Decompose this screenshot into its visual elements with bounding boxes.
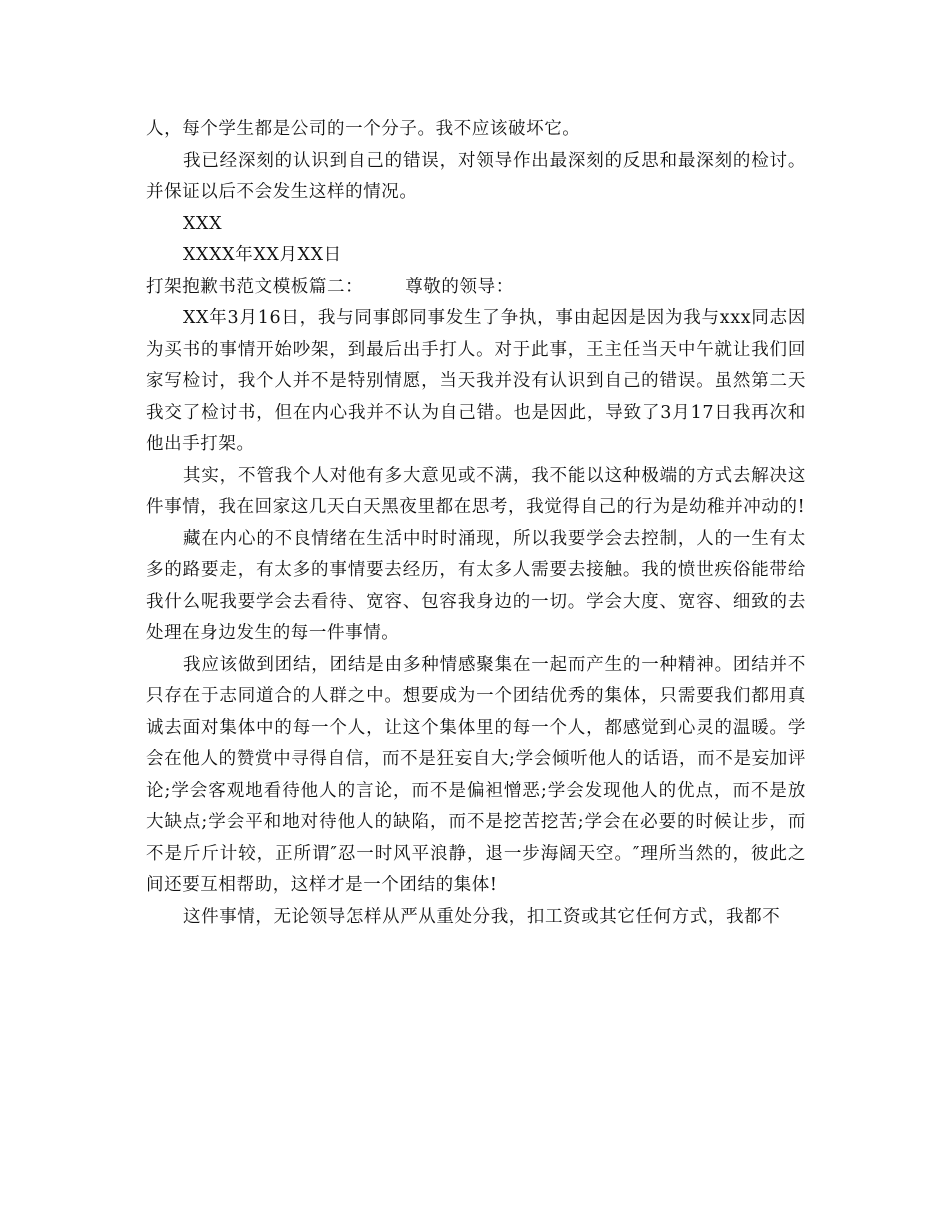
salutation: 尊敬的领导： [405,276,514,297]
paragraph: XX年3月16日，我与同事郎同事发生了争执，事由起因是因为我与xxx同志因为买书的事情开始吵架，到最后出手打人。对于此事，王主任当天中午就让我们回家写检讨，我个人并不是特别情愿，当天我并没有认识到自己的错误。虽然第二天我交了检讨书，但在内心我并不认为自己错。也是因此，导致了3月17日我再次和他出手打架。 [146,308,806,454]
paragraph: 人，每个学生都是公司的一个分子。我不应该破坏它。 [146,119,581,139]
section-heading [146,272,806,304]
signature-date: XXXX年XX月XX日 [183,245,342,265]
document-body [146,114,806,933]
paragraph: 我已经深刻的认识到自己的错误，对领导作出最深刻的反思和最深刻的检讨。并保证以后不会发生这样的情况。 [146,150,806,202]
paragraph: 其实，不管我个人对他有多大意见或不满，我不能以这种极端的方式去解决这件事情，我在回家这几天白天黑夜里都在思考，我觉得自己的行为是幼稚并冲动的! [146,465,806,517]
paragraph: 藏在内心的不良情绪在生活中时时涌现，所以我要学会去控制，人的一生有太多的路要走，有太多的事情要去经历，有太多人需要去接触。我的愤世疾俗能带给我什么呢我要学会去看待、宽容、包容我身边的一切。学会大度、宽容、细致的去处理在身边发生的每一件事情。 [146,528,806,643]
signature-name: XXX [183,213,223,234]
paragraph: 我应该做到团结，团结是由多种情感聚集在一起而产生的一种精神。团结并不只存在于志同道合的人群之中。想要成为一个团结优秀的集体，只需要我们都用真诚去面对集体中的每一个人，让这个集体里的每一个人，都感觉到心灵的温暖。学会在他人的赞赏中寻得自信，而不是狂妄自大;学会倾听他人的话语，而不是妄加评论;学会客观地看待他人的言论，而不是偏袒憎恶;学会发现他人的优点，而不是放大缺点;学会平和地对待他人的缺陷，而不是挖苦挖苦;学会在必要的时候让步，而不是斤斤计较，正所谓″忍一时风平浪静，退一步海阔天空。″理所当然的，彼此之间还要互相帮助，这样才是一个团结的集体! [146,654,806,895]
paragraph: 这件事情，无论领导怎样从严从重处分我，扣工资或其它任何方式，我都不 [183,906,781,927]
section-title: 打架抱歉书范文模板篇二： [146,276,364,297]
